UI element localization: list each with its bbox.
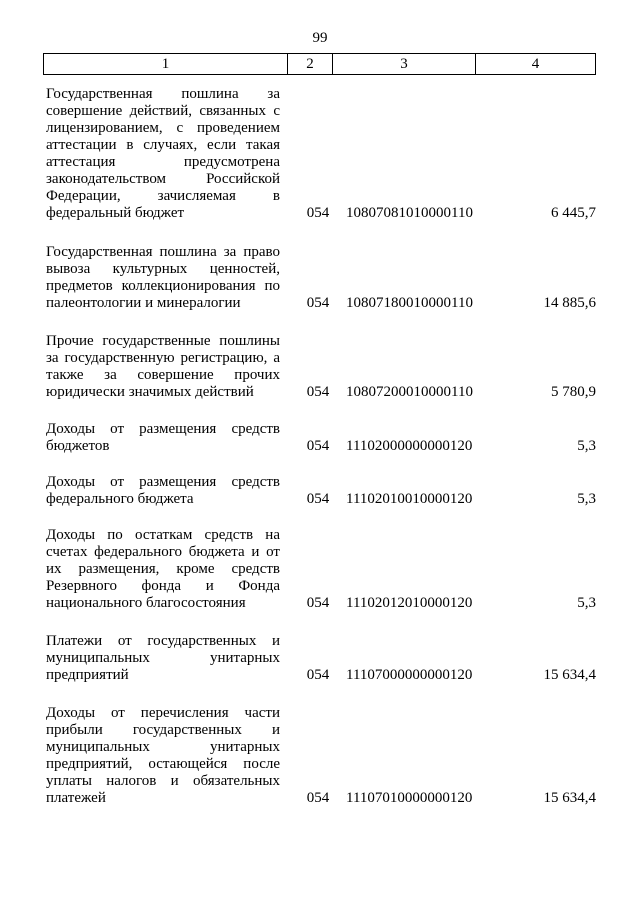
row-admin-code: 054 [306,790,330,806]
table-row [46,633,596,684]
row-amount: 14 885,6 [543,295,596,311]
row-classification-code: 10807200010000110 [346,384,473,400]
row-description: Доходы от размещения средств бюджетов [46,421,280,454]
row-amount: 15 634,4 [543,790,596,806]
table-row [46,705,596,807]
row-admin-code: 054 [306,384,330,400]
row-admin-code: 054 [306,595,330,611]
row-classification-code: 11102000000000120 [346,438,473,454]
row-description: Доходы от размещения средств федерального бюджета [46,474,280,507]
header-col-4: 4 [531,55,540,72]
header-col-3: 3 [333,54,476,74]
row-description: Государственная пошлина за совершение действий, связанных с лицензированием, с проведением аттестации в случаях, если такая аттестация предусмотрена законодательством Российской Федерации, зачисляемая в федеральный бюджет [46,86,280,221]
row-classification-code: 11107010000000120 [346,790,473,806]
table-row [46,333,596,401]
row-amount: 5 780,9 [551,384,596,400]
row-amount: 6 445,7 [551,205,596,221]
row-classification-code: 10807180010000110 [346,295,473,311]
row-classification-code: 11107000000000120 [346,667,473,683]
page-number: 99 [312,30,328,46]
table-row [46,86,596,222]
row-classification-code: 10807081010000110 [346,205,473,221]
row-admin-code: 054 [306,667,330,683]
table-row [46,474,596,508]
row-amount: 15 634,4 [543,667,596,683]
table-row [46,527,596,612]
row-description: Государственная пошлина за право вывоза культурных ценностей, предметов коллекционирования по палеонтологии и минералогии [46,244,280,311]
row-amount: 5,3 [577,595,596,611]
row-classification-code: 11102012010000120 [346,595,473,611]
row-admin-code: 054 [306,205,330,221]
row-admin-code: 054 [306,491,330,507]
table-row [46,244,596,312]
row-admin-code: 054 [306,295,330,311]
table-header [43,53,596,75]
row-description: Доходы от перечисления части прибыли государственных и муниципальных унитарных предприятий, остающейся после уплаты налогов и обязательных платежей [46,705,280,806]
row-description: Доходы по остаткам средств на счетах федерального бюджета и от их размещения, кроме средств Резервного фонда и Фонда национального благосостояния [46,527,280,611]
header-col-1: 1 [44,54,288,74]
row-admin-code: 054 [306,438,330,454]
row-classification-code: 11102010010000120 [346,491,473,507]
row-amount: 5,3 [577,438,596,454]
row-description: Платежи от государственных и муниципальных унитарных предприятий [46,633,280,683]
row-amount: 5,3 [577,491,596,507]
table-row [46,421,596,455]
header-col-2: 2 [288,54,333,74]
row-description: Прочие государственные пошлины за государственную регистрацию, а также за совершение прочих юридически значимых действий [46,333,280,400]
